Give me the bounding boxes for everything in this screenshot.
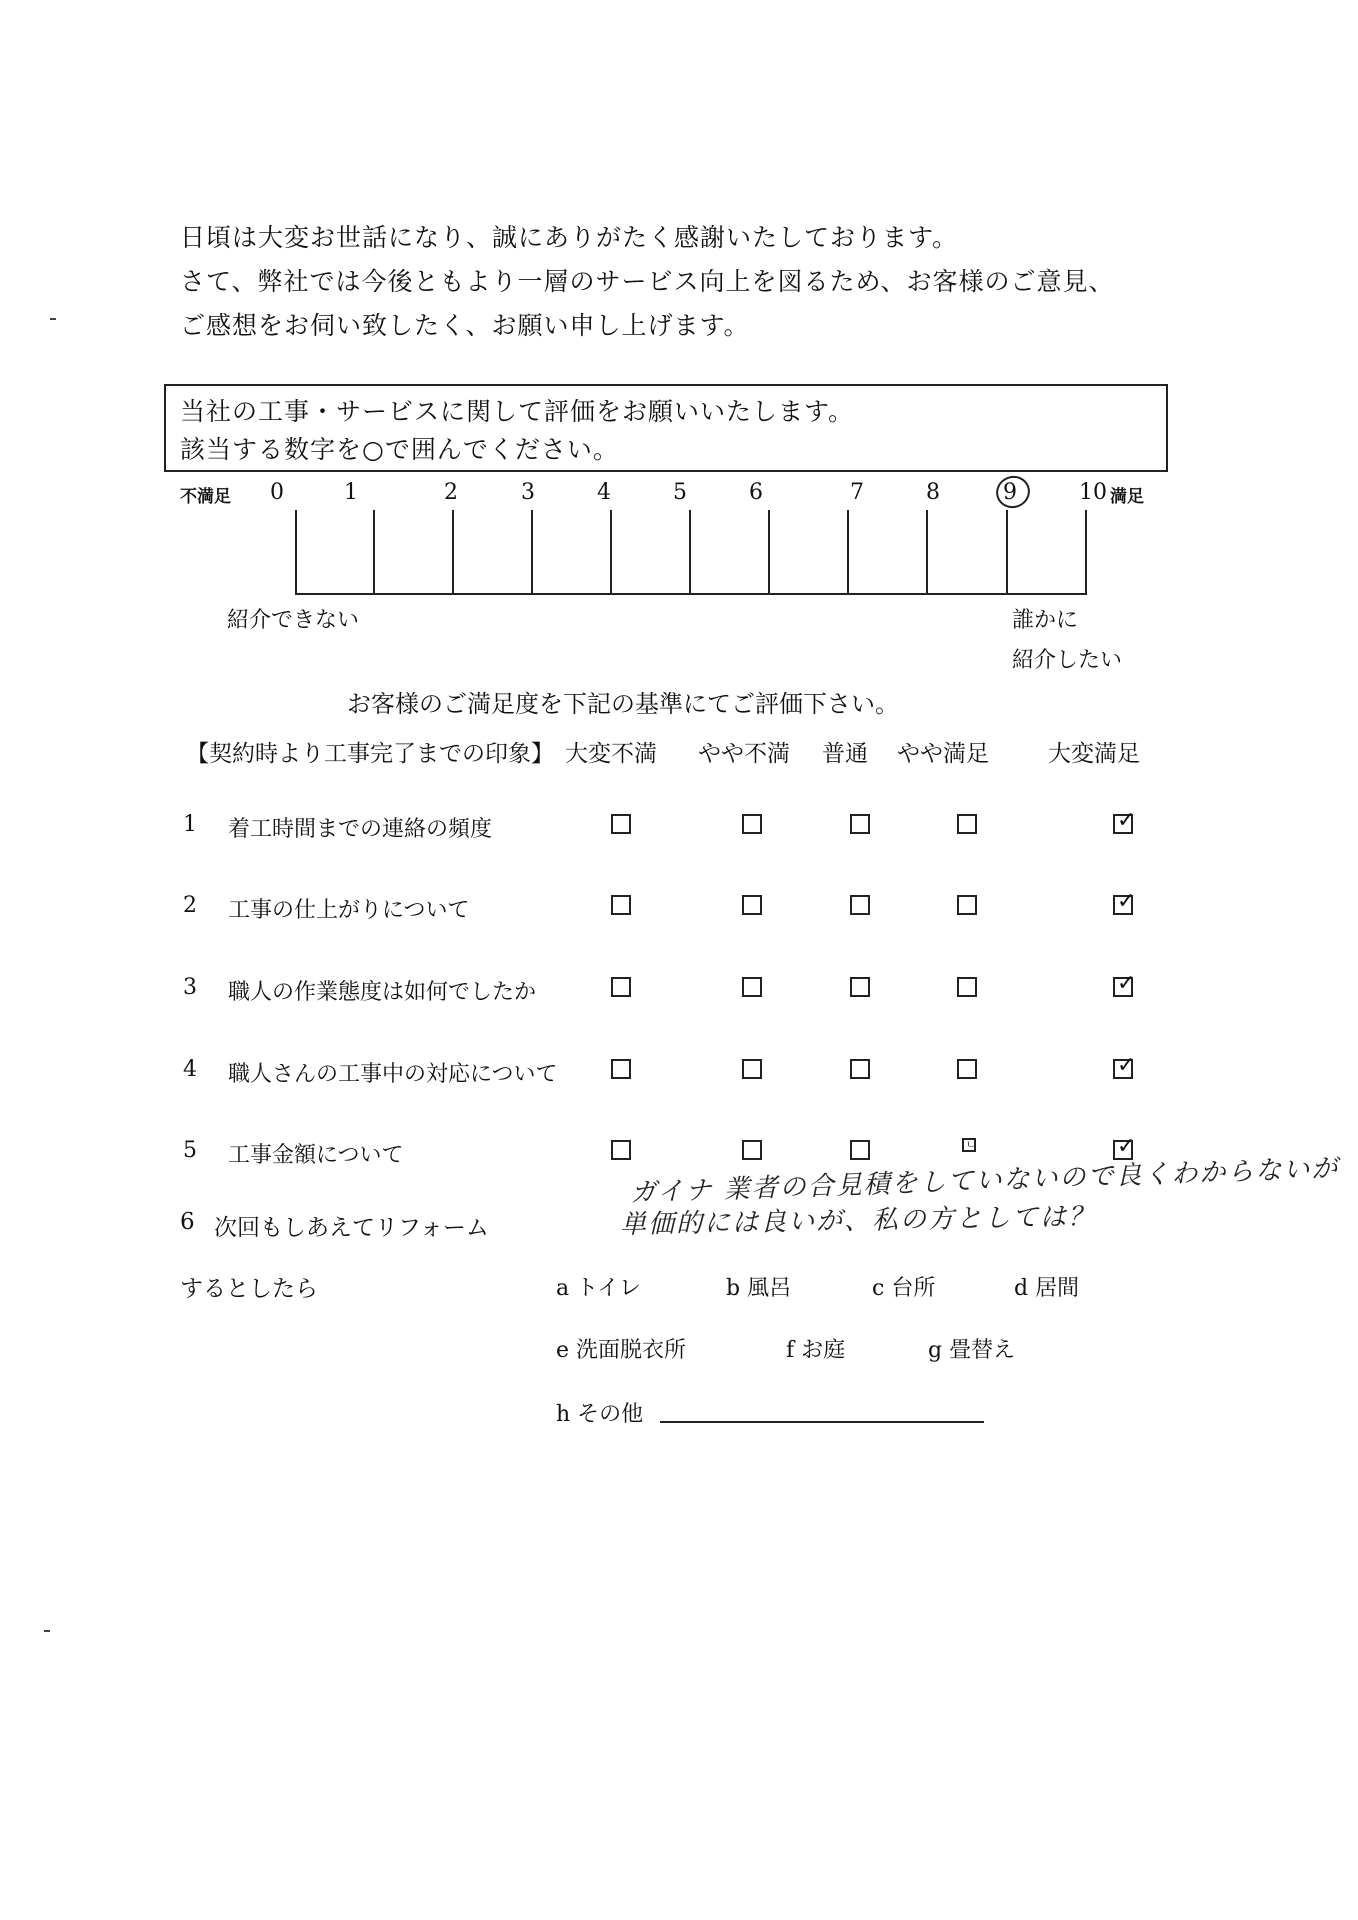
intro-line-3: ご感想をお伺い致したく、お願い申し上げます。 <box>180 311 750 340</box>
scale-number-3[interactable]: 3 <box>521 480 535 505</box>
option-toilet[interactable]: a トイレ <box>556 1276 642 1301</box>
question-number: 4 <box>183 1057 197 1082</box>
column-header-very-satisfied: 大変満足 <box>1048 741 1140 767</box>
question-text: 工事金額について <box>228 1143 404 1168</box>
checkbox-very-satisfied[interactable] <box>1113 1059 1133 1079</box>
q6-text-line-1: 次回もしあえてリフォーム <box>214 1215 489 1241</box>
scale-tick <box>689 510 691 594</box>
scale-tick <box>295 510 297 594</box>
checkbox-very-dissatisfied[interactable] <box>611 977 631 997</box>
checkbox-somewhat-satisfied[interactable] <box>957 895 977 915</box>
handwritten-comment-line-2: 単価的には良いが、私の方としては？ <box>619 1201 1097 1241</box>
checkbox-somewhat-dissatisfied[interactable] <box>742 895 762 915</box>
checkbox-somewhat-dissatisfied[interactable] <box>742 1059 762 1079</box>
option-other[interactable]: h その他 <box>556 1402 644 1427</box>
scale-number-0[interactable]: 0 <box>270 480 284 505</box>
scale-number-1[interactable]: 1 <box>344 480 358 505</box>
scale-tick <box>531 510 533 594</box>
q6-number: 6 <box>180 1209 195 1235</box>
option-washroom[interactable]: e 洗面脱衣所 <box>556 1338 687 1363</box>
scale-tick <box>373 510 375 594</box>
checkbox-neutral[interactable] <box>850 977 870 997</box>
scale-number-5[interactable]: 5 <box>673 480 687 505</box>
checkbox-very-satisfied[interactable] <box>1113 895 1133 915</box>
scale-left-label: 紹介できない <box>227 608 360 633</box>
scale-number-2[interactable]: 2 <box>444 480 458 505</box>
scale-number-10[interactable]: 10 <box>1079 480 1107 505</box>
rating-instruction-line-2: 該当する数字を○で囲んでください。 <box>180 435 619 464</box>
checkbox-somewhat-dissatisfied[interactable] <box>742 814 762 834</box>
scale-number-7[interactable]: 7 <box>850 480 864 505</box>
scale-tick <box>452 510 454 594</box>
checkbox-somewhat-satisfied[interactable] <box>962 1138 976 1152</box>
column-header-very-dissatisfied: 大変不満 <box>565 741 657 767</box>
question-number: 5 <box>183 1138 197 1163</box>
scale-tick <box>1085 510 1087 594</box>
intro-line-1: 日頃は大変お世話になり、誠にありがたく感謝いたしております。 <box>180 223 959 252</box>
checkbox-very-dissatisfied[interactable] <box>611 895 631 915</box>
question-number: 3 <box>183 975 197 1000</box>
scan-speck <box>44 1630 50 1632</box>
checkbox-somewhat-dissatisfied[interactable] <box>742 1140 762 1160</box>
checkbox-somewhat-satisfied[interactable] <box>957 977 977 997</box>
scale-number-8[interactable]: 8 <box>926 480 940 505</box>
question-number: 2 <box>183 893 197 918</box>
checkbox-neutral[interactable] <box>850 895 870 915</box>
checkbox-neutral[interactable] <box>850 1059 870 1079</box>
checkbox-very-dissatisfied[interactable] <box>611 814 631 834</box>
q6-text-line-2: するとしたら <box>180 1276 318 1302</box>
column-header-somewhat-satisfied: やや満足 <box>897 741 989 767</box>
selected-score-circle <box>992 471 1035 513</box>
rating-instruction-box <box>164 384 1168 472</box>
checkbox-somewhat-satisfied[interactable] <box>957 814 977 834</box>
question-text: 工事の仕上がりについて <box>228 898 470 923</box>
scale-tick <box>926 510 928 594</box>
scale-right-label-2: 紹介したい <box>1012 648 1123 673</box>
scale-number-4[interactable]: 4 <box>597 480 611 505</box>
scale-tick <box>768 510 770 594</box>
checkbox-very-satisfied[interactable] <box>1113 814 1133 834</box>
scale-tick <box>610 510 612 594</box>
satisfaction-title: お客様のご満足度を下記の基準にてご評価下さい。 <box>347 690 899 718</box>
intro-line-2: さて、弊社では今後ともより一層のサービス向上を図るため、お客様のご意見、 <box>180 267 1115 296</box>
scale-left-end: 不満足 <box>180 487 231 507</box>
scale-right-label-1: 誰かに <box>1012 608 1079 633</box>
question-text: 職人の作業態度は如何でしたか <box>228 980 537 1005</box>
scale-tick <box>847 510 849 594</box>
question-text: 着工時間までの連絡の頻度 <box>228 817 493 842</box>
scale-tick <box>1006 510 1008 594</box>
question-text: 職人さんの工事中の対応について <box>228 1062 558 1087</box>
scale-number-6[interactable]: 6 <box>749 480 763 505</box>
question-number: 1 <box>183 812 197 837</box>
scan-speck <box>50 318 56 320</box>
option-living-room[interactable]: d 居間 <box>1014 1276 1080 1301</box>
rating-instruction-line-1: 当社の工事・サービスに関して評価をお願いいたします。 <box>180 397 855 426</box>
checkbox-somewhat-satisfied[interactable] <box>957 1059 977 1079</box>
option-other-blank-line[interactable] <box>660 1421 984 1423</box>
option-garden[interactable]: f お庭 <box>786 1338 846 1363</box>
section-label: 【契約時より工事完了までの印象】 <box>186 741 554 767</box>
checkbox-very-dissatisfied[interactable] <box>611 1059 631 1079</box>
column-header-somewhat-dissatisfied: やや不満 <box>698 741 790 767</box>
checkbox-very-satisfied[interactable] <box>1113 977 1133 997</box>
option-kitchen[interactable]: c 台所 <box>872 1276 936 1301</box>
scale-baseline <box>295 593 1087 595</box>
checkbox-neutral[interactable] <box>850 1140 870 1160</box>
scale-number-9[interactable]: 9 <box>1003 480 1017 505</box>
handwritten-comment-line-1: ガイナ 業者の合見積をしていないので良くわからないが <box>629 1153 1340 1209</box>
option-tatami[interactable]: g 畳替え <box>928 1338 1016 1363</box>
checkbox-somewhat-dissatisfied[interactable] <box>742 977 762 997</box>
option-bath[interactable]: b 風呂 <box>726 1276 792 1301</box>
scale-right-end: 満足 <box>1110 487 1144 507</box>
checkbox-very-dissatisfied[interactable] <box>611 1140 631 1160</box>
checkbox-neutral[interactable] <box>850 814 870 834</box>
column-header-neutral: 普通 <box>822 741 868 767</box>
